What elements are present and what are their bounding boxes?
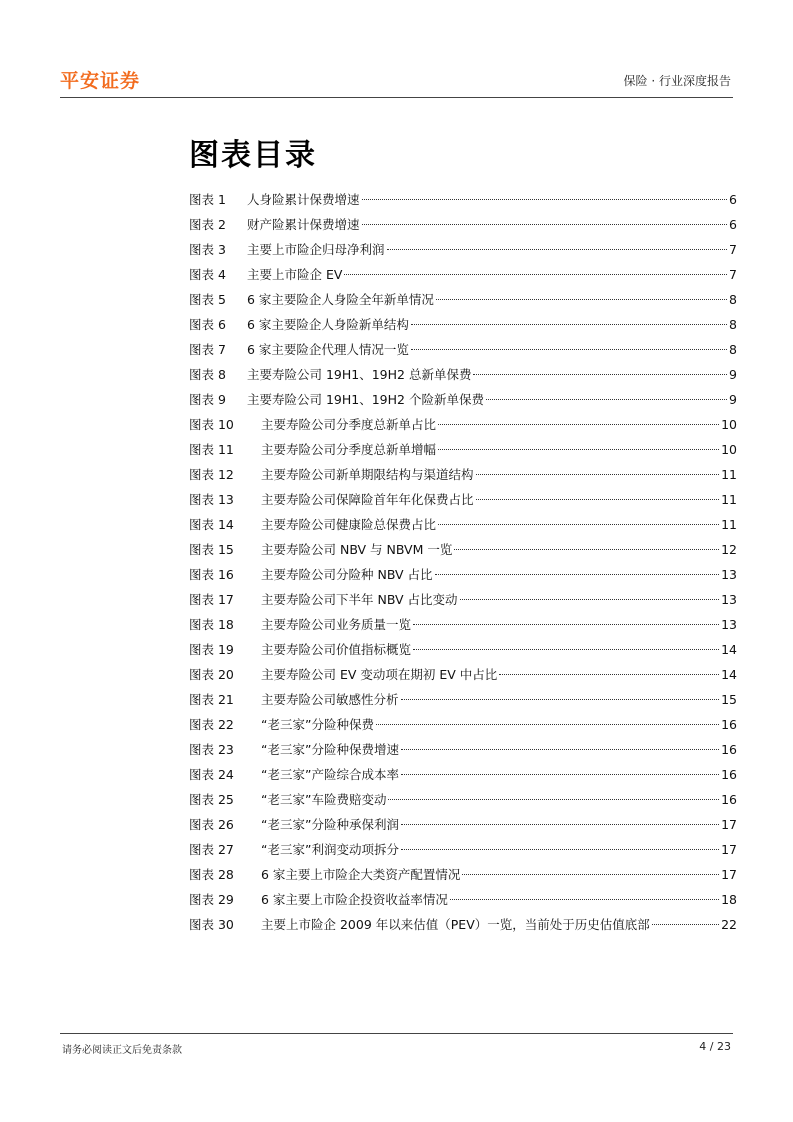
toc-entry[interactable]	[189, 737, 737, 762]
toc-entry-title: “老三家”车险费赔变动	[261, 792, 387, 807]
toc-leader-dots	[401, 749, 719, 750]
toc-entry-title: 主要寿险公司新单期限结构与渠道结构	[261, 467, 474, 482]
toc-entry-title: 主要寿险公司 EV 变动项在期初 EV 中占比	[261, 667, 498, 682]
toc-leader-dots	[462, 874, 719, 875]
toc-entry[interactable]	[189, 787, 737, 812]
page-number: 4 / 23	[699, 1040, 731, 1053]
toc-entry-label: 图表 29	[189, 892, 234, 907]
toc-entry-label: 图表 21	[189, 692, 234, 707]
toc-entry-page: 10	[721, 442, 737, 457]
toc-entry[interactable]	[189, 837, 737, 862]
toc-entry-title: “老三家”分险种保费	[261, 717, 374, 732]
toc-leader-dots	[413, 649, 719, 650]
toc-leader-dots	[401, 824, 719, 825]
toc-entry-title: 主要寿险公司敏感性分析	[261, 692, 399, 707]
toc-entry-page: 13	[721, 567, 737, 582]
toc-entry-title: 主要上市险企归母净利润	[247, 242, 385, 257]
toc-leader-dots	[499, 674, 719, 675]
toc-entry[interactable]	[189, 637, 737, 662]
toc-entry-title: 主要寿险公司分季度总新单增幅	[261, 442, 437, 457]
toc-entry-title: 主要寿险公司下半年 NBV 占比变动	[261, 592, 458, 607]
toc-leader-dots	[473, 374, 727, 375]
toc-entry[interactable]	[189, 512, 737, 537]
toc-entry-label: 图表 18	[189, 617, 234, 632]
toc-entry[interactable]	[189, 262, 737, 287]
toc-entry-page: 10	[721, 417, 737, 432]
toc-entry-title: 人身险累计保费增速	[247, 192, 360, 207]
toc-entry-label: 图表 27	[189, 842, 234, 857]
toc-entry-label: 图表 23	[189, 742, 234, 757]
toc-entry[interactable]	[189, 437, 737, 462]
toc-leader-dots	[454, 549, 719, 550]
toc-entry-page: 8	[729, 342, 737, 357]
toc-entry-page: 11	[721, 517, 737, 532]
toc-entry-label: 图表 5	[189, 292, 226, 307]
toc-entry-label: 图表 4	[189, 267, 226, 282]
brand-logo: 平安证券	[60, 70, 141, 92]
page-title: 图表目录	[189, 138, 317, 173]
toc-entry-title: 主要寿险公司分季度总新单占比	[261, 417, 437, 432]
toc-leader-dots	[401, 699, 720, 700]
toc-entry[interactable]	[189, 462, 737, 487]
toc-entry-title: 6 家主要险企人身险全年新单情况	[247, 292, 434, 307]
toc-leader-dots	[436, 299, 727, 300]
toc-entry-page: 14	[721, 667, 737, 682]
toc-leader-dots	[652, 924, 719, 925]
toc-entry[interactable]	[189, 587, 737, 612]
toc-entry[interactable]	[189, 687, 737, 712]
toc-leader-dots	[486, 399, 727, 400]
toc-entry-page: 16	[721, 717, 737, 732]
table-of-figures	[189, 187, 737, 937]
toc-entry[interactable]	[189, 212, 737, 237]
toc-entry-page: 15	[721, 692, 737, 707]
toc-entry-page: 22	[721, 917, 737, 932]
toc-entry-label: 图表 9	[189, 392, 226, 407]
toc-entry-label: 图表 14	[189, 517, 234, 532]
toc-entry[interactable]	[189, 612, 737, 637]
footer-divider	[60, 1033, 733, 1034]
toc-entry-page: 18	[721, 892, 737, 907]
toc-entry-title: “老三家”产险综合成本率	[261, 767, 399, 782]
toc-entry-label: 图表 20	[189, 667, 234, 682]
toc-entry[interactable]	[189, 912, 737, 937]
toc-leader-dots	[362, 199, 728, 200]
toc-entry[interactable]	[189, 287, 737, 312]
toc-leader-dots	[388, 799, 719, 800]
toc-entry-page: 12	[721, 542, 737, 557]
toc-entry[interactable]	[189, 537, 737, 562]
toc-leader-dots	[411, 349, 727, 350]
toc-entry-label: 图表 17	[189, 592, 234, 607]
toc-entry-label: 图表 10	[189, 417, 234, 432]
toc-entry-page: 13	[721, 592, 737, 607]
toc-entry-page: 17	[721, 867, 737, 882]
toc-entry-label: 图表 7	[189, 342, 226, 357]
toc-leader-dots	[438, 524, 719, 525]
toc-leader-dots	[438, 449, 719, 450]
toc-entry[interactable]	[189, 312, 737, 337]
toc-entry-label: 图表 28	[189, 867, 234, 882]
toc-entry-title: 财产险累计保费增速	[247, 217, 360, 232]
toc-entry-label: 图表 3	[189, 242, 226, 257]
toc-entry-label: 图表 16	[189, 567, 234, 582]
toc-entry[interactable]	[189, 562, 737, 587]
toc-entry-page: 16	[721, 792, 737, 807]
toc-entry[interactable]	[189, 887, 737, 912]
toc-leader-dots	[460, 599, 720, 600]
toc-entry-title: “老三家”分险种承保利润	[261, 817, 399, 832]
toc-entry-label: 图表 12	[189, 467, 234, 482]
toc-entry-page: 16	[721, 742, 737, 757]
toc-entry-title: 主要寿险公司业务质量一览	[261, 617, 412, 632]
toc-entry-label: 图表 1	[189, 192, 226, 207]
toc-entry-title: 主要寿险公司 NBV 与 NBVM 一览	[261, 542, 453, 557]
toc-entry-title: 6 家主要上市险企投资收益率情况	[261, 892, 448, 907]
toc-entry[interactable]	[189, 187, 737, 212]
toc-entry-label: 图表 11	[189, 442, 234, 457]
toc-entry[interactable]	[189, 237, 737, 262]
toc-entry[interactable]	[189, 337, 737, 362]
toc-entry-label: 图表 26	[189, 817, 234, 832]
toc-entry-label: 图表 8	[189, 367, 226, 382]
toc-entry-page: 17	[721, 817, 737, 832]
toc-leader-dots	[438, 424, 719, 425]
toc-entry-page: 6	[729, 217, 737, 232]
toc-entry[interactable]	[189, 387, 737, 412]
toc-entry[interactable]	[189, 412, 737, 437]
report-type: 保险 · 行业深度报告	[623, 74, 731, 88]
toc-entry-title: 主要上市险企 2009 年以来估值（PEV）一览，当前处于历史估值底部	[261, 917, 650, 932]
toc-entry-label: 图表 24	[189, 767, 234, 782]
toc-entry-label: 图表 19	[189, 642, 234, 657]
toc-leader-dots	[476, 499, 720, 500]
toc-entry-title: “老三家”分险种保费增速	[261, 742, 399, 757]
toc-entry-label: 图表 13	[189, 492, 234, 507]
toc-entry-title: 主要上市险企 EV	[247, 267, 343, 282]
toc-leader-dots	[387, 249, 728, 250]
toc-entry-label: 图表 15	[189, 542, 234, 557]
toc-entry-title: 主要寿险公司分险种 NBV 占比	[261, 567, 433, 582]
toc-leader-dots	[376, 724, 719, 725]
toc-entry[interactable]	[189, 762, 737, 787]
toc-entry-page: 8	[729, 292, 737, 307]
header-divider	[60, 97, 733, 98]
toc-entry-title: 主要寿险公司 19H1、19H2 个险新单保费	[247, 392, 484, 407]
toc-entry-page: 6	[729, 192, 737, 207]
toc-entry-page: 17	[721, 842, 737, 857]
toc-entry-page: 13	[721, 617, 737, 632]
toc-leader-dots	[413, 624, 719, 625]
toc-leader-dots	[344, 274, 727, 275]
toc-entry-page: 9	[729, 392, 737, 407]
toc-entry-label: 图表 2	[189, 217, 226, 232]
toc-entry-page: 8	[729, 317, 737, 332]
toc-entry-page: 7	[729, 267, 737, 282]
toc-leader-dots	[362, 224, 728, 225]
toc-entry[interactable]	[189, 862, 737, 887]
toc-leader-dots	[401, 849, 719, 850]
toc-entry[interactable]	[189, 487, 737, 512]
toc-entry-page: 7	[729, 242, 737, 257]
toc-entry-title: 主要寿险公司 19H1、19H2 总新单保费	[247, 367, 472, 382]
toc-leader-dots	[435, 574, 720, 575]
toc-entry-label: 图表 22	[189, 717, 234, 732]
toc-entry-title: 主要寿险公司保障险首年年化保费占比	[261, 492, 474, 507]
toc-entry-page: 11	[721, 467, 737, 482]
toc-entry[interactable]	[189, 662, 737, 687]
toc-leader-dots	[401, 774, 719, 775]
toc-entry-label: 图表 30	[189, 917, 234, 932]
toc-entry-title: 6 家主要上市险企大类资产配置情况	[261, 867, 461, 882]
toc-entry-label: 图表 6	[189, 317, 226, 332]
toc-entry[interactable]	[189, 712, 737, 737]
toc-entry-title: 6 家主要险企代理人情况一览	[247, 342, 409, 357]
page-header	[60, 62, 733, 96]
toc-entry-title: 6 家主要险企人身险新单结构	[247, 317, 409, 332]
toc-entry-page: 14	[721, 642, 737, 657]
toc-entry-title: 主要寿险公司价值指标概览	[261, 642, 412, 657]
toc-entry[interactable]	[189, 812, 737, 837]
toc-entry-page: 9	[729, 367, 737, 382]
toc-entry-label: 图表 25	[189, 792, 234, 807]
toc-entry[interactable]	[189, 362, 737, 387]
toc-entry-page: 11	[721, 492, 737, 507]
footer-disclaimer: 请务必阅读正文后免责条款	[62, 1045, 182, 1056]
toc-entry-page: 16	[721, 767, 737, 782]
toc-leader-dots	[411, 324, 727, 325]
toc-entry-title: “老三家”利润变动项拆分	[261, 842, 399, 857]
toc-leader-dots	[476, 474, 720, 475]
toc-entry-title: 主要寿险公司健康险总保费占比	[261, 517, 437, 532]
toc-leader-dots	[450, 899, 719, 900]
